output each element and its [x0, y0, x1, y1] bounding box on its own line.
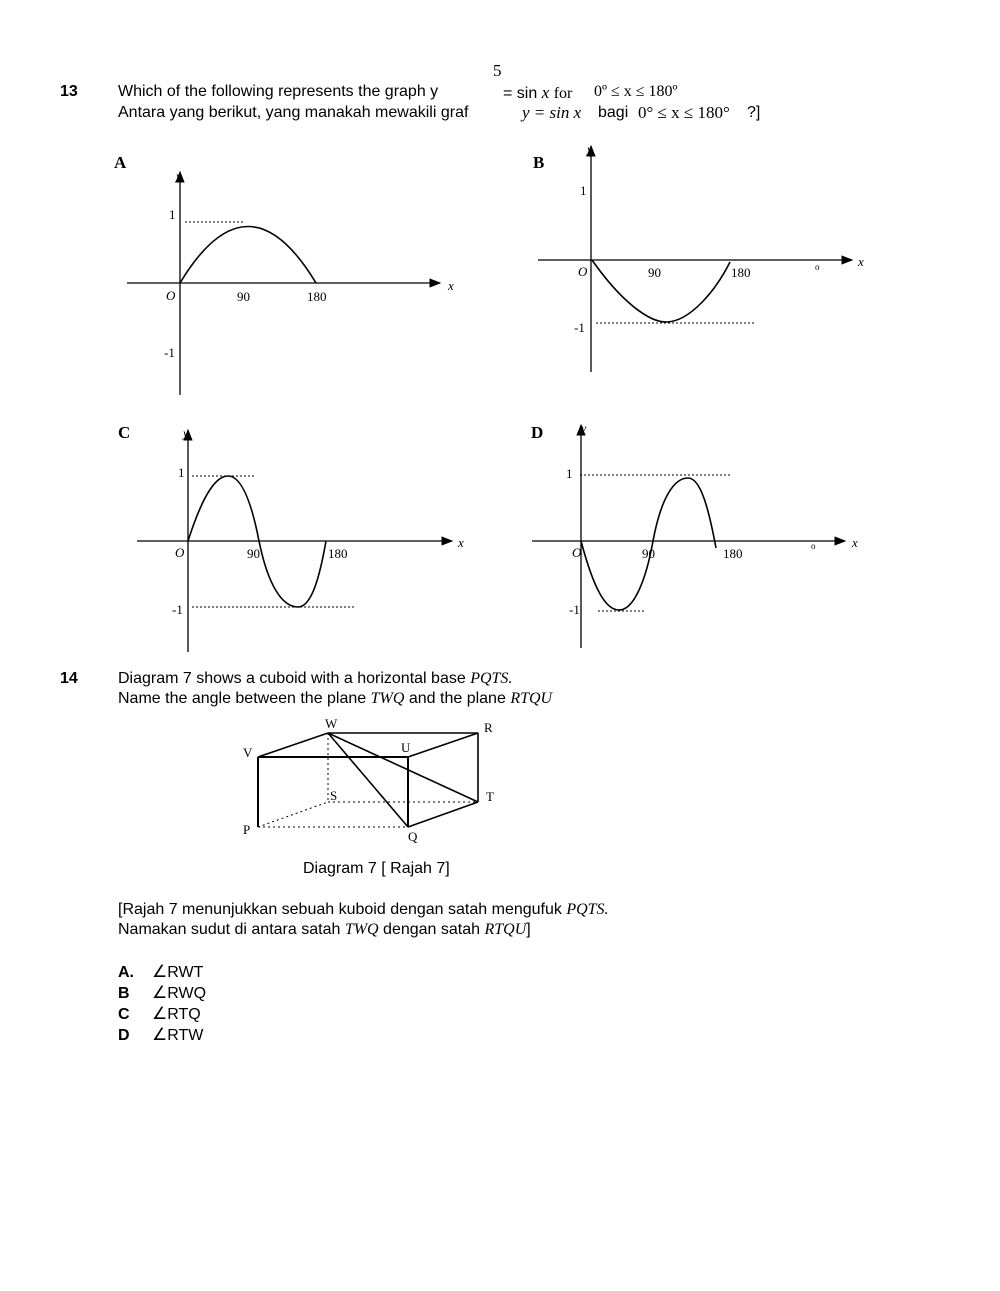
question-13-line2-eq: y = sin x — [522, 103, 582, 122]
graph-d-tick-180: 180 — [723, 546, 743, 561]
graph-a-tick-180: 180 — [307, 289, 327, 304]
question-13-line2-bagi: bagi — [598, 104, 629, 121]
graph-b-tick-m1: -1 — [574, 320, 585, 335]
page-number: 5 — [493, 61, 502, 80]
graph-b-origin: O — [578, 264, 588, 279]
vertex-q: Q — [408, 829, 418, 844]
vertex-p: P — [243, 822, 251, 837]
graph-d-curve — [581, 478, 716, 610]
graph-a-curve — [180, 227, 316, 284]
question-14-line-1 — [118, 670, 512, 688]
question-13-number: 13 — [60, 83, 78, 100]
graph-c-y-label: y — [183, 426, 189, 440]
option-d[interactable] — [118, 1025, 203, 1045]
graph-b-y-label: y — [587, 142, 593, 156]
question-14-line2-plane1: TWQ — [370, 690, 405, 707]
question-14-line1-text: Diagram 7 shows a cuboid with a horizontal base — [118, 670, 466, 687]
graph-b-tick-1: 1 — [580, 183, 587, 198]
graph-a-tick-m1: -1 — [164, 345, 175, 360]
option-d-text: RTW — [167, 1027, 204, 1044]
graph-b-label: B — [533, 153, 545, 172]
question-14-malay1-plane: PQTS. — [566, 901, 609, 918]
question-14-line1-plane: PQTS. — [470, 670, 513, 687]
edge-ps-hidden — [258, 802, 328, 827]
graph-b-tick-180: 180 — [731, 265, 751, 280]
option-b-text: RWQ — [167, 985, 207, 1002]
vertex-w: W — [325, 716, 338, 731]
edge-ur — [408, 733, 478, 757]
line-wq — [328, 733, 408, 827]
angle-icon: ∠ — [152, 1025, 168, 1044]
graph-d-degree: o — [811, 541, 816, 551]
angle-icon: ∠ — [152, 962, 168, 981]
graph-d-origin: O — [572, 545, 582, 560]
graph-d-y-label: y — [581, 421, 587, 435]
question-13-line1-text: Which of the following represents the graph y — [118, 83, 439, 100]
graph-c-x-label: x — [458, 535, 464, 550]
question-13-range: 0º ≤ x ≤ 180º — [594, 83, 678, 100]
vertex-t: T — [486, 789, 494, 804]
diagram-caption: Diagram 7 [ Rajah 7] — [303, 860, 450, 877]
question-14-number: 14 — [60, 670, 78, 687]
vertex-s: S — [330, 788, 338, 803]
vertex-u: U — [401, 740, 411, 755]
question-14-malay2-mid: dengan satah — [383, 921, 481, 938]
graph-c-tick-m1: -1 — [172, 602, 183, 617]
question-14-malay1-text: [Rajah 7 menunjukkan sebuah kuboid dengan satah mengufuk — [118, 901, 562, 918]
option-a-letter: A. — [118, 964, 134, 981]
angle-icon: ∠ — [152, 983, 168, 1002]
option-a-text: RWT — [167, 964, 204, 981]
option-b-letter: B — [118, 985, 130, 1002]
question-14-line-2 — [118, 690, 552, 708]
graph-d-tick-m1: -1 — [569, 602, 580, 617]
graph-c — [118, 423, 464, 652]
graph-a-label: A — [114, 153, 127, 172]
question-14-malay-1 — [118, 901, 609, 919]
question-13-eq-sin: = sin — [503, 85, 538, 102]
question-14-line2-and: and the plane — [408, 690, 506, 707]
graph-c-origin: O — [175, 545, 185, 560]
graph-a-tick-1: 1 — [169, 207, 176, 222]
option-d-letter: D — [118, 1027, 130, 1044]
question-14-malay2-plane1: TWQ — [344, 921, 379, 938]
angle-icon: ∠ — [152, 1004, 168, 1023]
graph-c-tick-90: 90 — [247, 546, 260, 561]
question-13-eq-var: x — [541, 83, 550, 102]
option-c[interactable] — [118, 1004, 201, 1024]
question-13-line-2: Antara yang berikut, yang manakah mewakili graf — [118, 104, 469, 121]
question-13-line2-range: 0° ≤ x ≤ 180° — [638, 103, 730, 122]
graph-c-tick-1: 1 — [178, 465, 185, 480]
question-14-malay2-plane2: RTQU — [484, 921, 527, 938]
graph-b-degree: o — [815, 262, 820, 272]
edge-vw — [258, 733, 328, 757]
graph-d-label: D — [531, 423, 544, 442]
vertex-v: V — [243, 745, 253, 760]
question-13-line2-end: ?] — [747, 104, 761, 121]
cuboid-diagram — [230, 712, 520, 852]
graph-c-tick-180: 180 — [328, 546, 348, 561]
question-14-malay2-text: Namakan sudut di antara satah — [118, 921, 341, 938]
graph-b — [533, 142, 864, 372]
graph-a-y-label: y — [176, 169, 182, 183]
question-14-malay2-end: ] — [526, 921, 531, 938]
graph-d-tick-1: 1 — [566, 466, 573, 481]
graph-d — [531, 421, 858, 648]
option-a[interactable] — [118, 962, 203, 982]
graph-a — [114, 153, 454, 395]
option-b[interactable] — [118, 983, 206, 1003]
question-14-line2-text: Name the angle between the plane — [118, 690, 367, 707]
option-c-text: RTQ — [167, 1006, 201, 1023]
vertex-r: R — [484, 720, 493, 735]
graph-a-tick-90: 90 — [237, 289, 250, 304]
question-14-malay-2 — [118, 921, 531, 939]
question-14-line2-plane2: RTQU — [510, 690, 553, 707]
graph-a-origin: O — [166, 288, 176, 303]
graph-d-tick-90: 90 — [642, 546, 655, 561]
graph-d-x-label: x — [852, 535, 858, 550]
graph-a-x-label: x — [448, 278, 454, 293]
graph-c-label: C — [118, 423, 131, 442]
graph-b-curve — [592, 260, 730, 322]
graph-b-x-label: x — [858, 254, 864, 269]
question-13-eq-for: for — [553, 85, 573, 102]
edge-qt — [408, 802, 478, 827]
graph-b-tick-90: 90 — [648, 265, 661, 280]
option-c-letter: C — [118, 1006, 130, 1023]
